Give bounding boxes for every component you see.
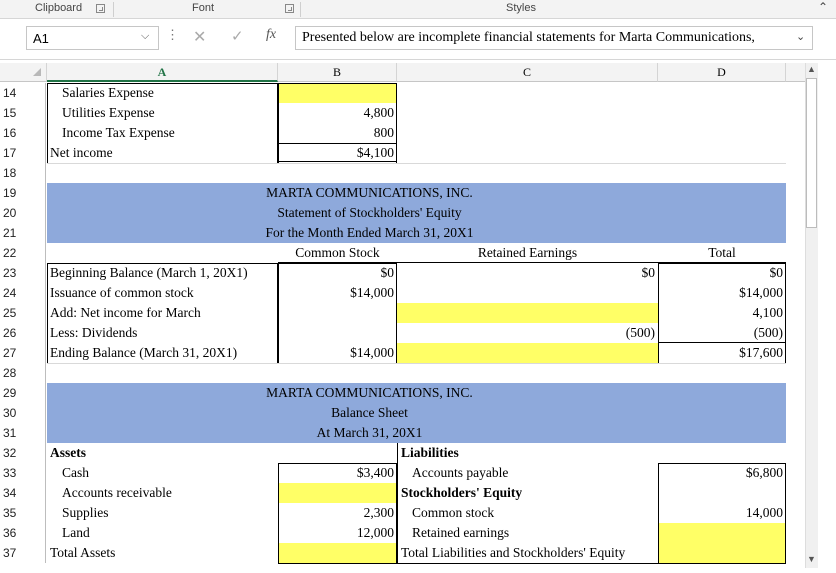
dividends-label: Less: Dividends: [50, 325, 138, 340]
row-header[interactable]: 21: [0, 223, 46, 243]
se-statement-title-text: Statement of Stockholders' Equity: [277, 205, 462, 220]
scroll-down-icon[interactable]: ▼: [807, 554, 816, 564]
collapse-ribbon-icon[interactable]: ⌃: [818, 0, 829, 14]
bs-date-text: At March 31, 20X1: [316, 425, 423, 440]
column-header-filler: [786, 63, 805, 82]
supplies-label: Supplies: [62, 505, 109, 520]
column-header-c[interactable]: C: [397, 63, 658, 82]
total-assets-label: Total Assets: [50, 545, 116, 560]
row-header[interactable]: 30: [0, 403, 46, 423]
scrollbar-thumb[interactable]: [806, 78, 817, 228]
row-header[interactable]: 20: [0, 203, 46, 223]
row-header[interactable]: 14: [0, 83, 46, 103]
income-tax-expense-value: 800: [373, 125, 394, 140]
net-income-add-label: Add: Net income for March: [50, 305, 201, 320]
font-group-label: Font: [192, 2, 215, 14]
income-tax-expense-label: Income Tax Expense: [62, 125, 175, 140]
accounts-payable-value: $6,800: [745, 465, 783, 480]
row-header[interactable]: 28: [0, 363, 46, 383]
dividends-total-value: (500): [753, 325, 783, 340]
insert-function-icon[interactable]: fx: [266, 27, 277, 42]
beginning-total-value: $0: [769, 265, 783, 280]
bs-date: [47, 423, 786, 443]
se-company-name: [47, 183, 786, 203]
beginning-balance-label: Beginning Balance (March 1, 20X1): [50, 265, 248, 280]
common-stock-label: Common stock: [412, 505, 495, 520]
row-header[interactable]: 19: [0, 183, 46, 203]
row-header[interactable]: 17: [0, 143, 46, 163]
issuance-label: Issuance of common stock: [50, 285, 194, 300]
se-company-name-text: MARTA COMMUNICATIONS, INC.: [266, 185, 473, 200]
bs-company-name: [47, 383, 786, 403]
ending-cs-value: $14,000: [350, 345, 394, 360]
land-value: 12,000: [356, 525, 394, 540]
clipboard-dialog-launcher-icon[interactable]: [96, 4, 105, 13]
row-header[interactable]: 15: [0, 103, 46, 123]
net-income-re-input-cell[interactable]: [397, 303, 658, 323]
row-header[interactable]: 33: [0, 463, 46, 483]
row-header[interactable]: 35: [0, 503, 46, 523]
cancel-icon[interactable]: ✕: [193, 29, 207, 46]
common-stock-header: Common Stock: [295, 245, 380, 260]
enter-icon[interactable]: ✓: [231, 28, 244, 45]
name-box-dropdown-icon[interactable]: ⌵: [141, 30, 150, 42]
column-header-d[interactable]: D: [658, 63, 786, 82]
utilities-expense-label: Utilities Expense: [62, 105, 155, 120]
select-all-corner[interactable]: [0, 63, 47, 82]
row-header[interactable]: 23: [0, 263, 46, 283]
supplies-value: 2,300: [363, 505, 394, 520]
net-income-label: Net income: [50, 145, 113, 160]
group-separator: [300, 2, 301, 17]
row-header[interactable]: 36: [0, 523, 46, 543]
bs-company-name-text: MARTA COMMUNICATIONS, INC.: [266, 385, 473, 400]
row-header[interactable]: 18: [0, 163, 46, 183]
ending-total-value: $17,600: [739, 345, 783, 360]
common-stock-value: 14,000: [745, 505, 783, 520]
font-dialog-launcher-icon[interactable]: [285, 4, 294, 13]
total-header: Total: [708, 245, 736, 260]
se-period-text: For the Month Ended March 31, 20X1: [265, 225, 474, 240]
column-header-a[interactable]: A: [47, 63, 278, 82]
net-income-value: $4,100: [356, 145, 394, 160]
beginning-re-value: $0: [641, 265, 655, 280]
ribbon-group-bar: [0, 0, 836, 19]
row-header[interactable]: 34: [0, 483, 46, 503]
dividends-re-value: (500): [625, 325, 655, 340]
gridline: [47, 163, 786, 164]
formula-input[interactable]: Presented below are incomplete financial statements for Marta Communications,: [295, 26, 813, 50]
styles-group-label: Styles: [506, 2, 536, 14]
gridline: [47, 363, 786, 364]
bs-title: [47, 403, 786, 423]
assets-heading: Assets: [50, 445, 86, 460]
row-header[interactable]: 31: [0, 423, 46, 443]
expand-formula-bar-icon[interactable]: ⌄: [796, 31, 806, 43]
stockholders-equity-heading: Stockholders' Equity: [401, 485, 523, 500]
utilities-expense-value: 4,800: [363, 105, 394, 120]
se-statement-title: [47, 203, 786, 223]
issuance-cs-value: $14,000: [350, 285, 394, 300]
retained-earnings-header: Retained Earnings: [477, 245, 578, 260]
ending-balance-label: Ending Balance (March 31, 20X1): [50, 345, 238, 360]
issuance-total-value: $14,000: [739, 285, 783, 300]
row-header[interactable]: 24: [0, 283, 46, 303]
land-label: Land: [62, 525, 90, 540]
name-box[interactable]: A1: [26, 26, 159, 50]
row-header[interactable]: 26: [0, 323, 46, 343]
cash-value: $3,400: [356, 465, 394, 480]
row-header[interactable]: 29: [0, 383, 46, 403]
group-separator: [113, 2, 114, 17]
row-header[interactable]: 27: [0, 343, 46, 363]
accounts-receivable-label: Accounts receivable: [62, 485, 172, 500]
total-liab-equity-label: Total Liabilities and Stockholders' Equity: [401, 545, 626, 560]
row-header[interactable]: 32: [0, 443, 46, 463]
accounts-payable-label: Accounts payable: [412, 465, 509, 480]
se-period: [47, 223, 786, 243]
row-header[interactable]: 25: [0, 303, 46, 323]
clipboard-group-label: Clipboard: [35, 2, 83, 14]
beginning-cs-value: $0: [380, 265, 394, 280]
bs-title-text: Balance Sheet: [331, 405, 408, 420]
retained-earnings-label: Retained earnings: [412, 525, 510, 540]
column-header-b[interactable]: B: [278, 63, 397, 82]
ending-re-input-cell[interactable]: [397, 343, 658, 363]
salaries-expense-label: Salaries Expense: [62, 85, 154, 100]
row-header[interactable]: 22: [0, 243, 46, 263]
row-header[interactable]: 37: [0, 543, 46, 563]
scroll-up-icon[interactable]: ▲: [807, 64, 816, 74]
more-options-icon[interactable]: ⋮: [166, 27, 178, 42]
net-income-total-value: 4,100: [752, 305, 783, 320]
cash-label: Cash: [62, 465, 89, 480]
row-header[interactable]: 16: [0, 123, 46, 143]
liabilities-heading: Liabilities: [401, 445, 459, 460]
